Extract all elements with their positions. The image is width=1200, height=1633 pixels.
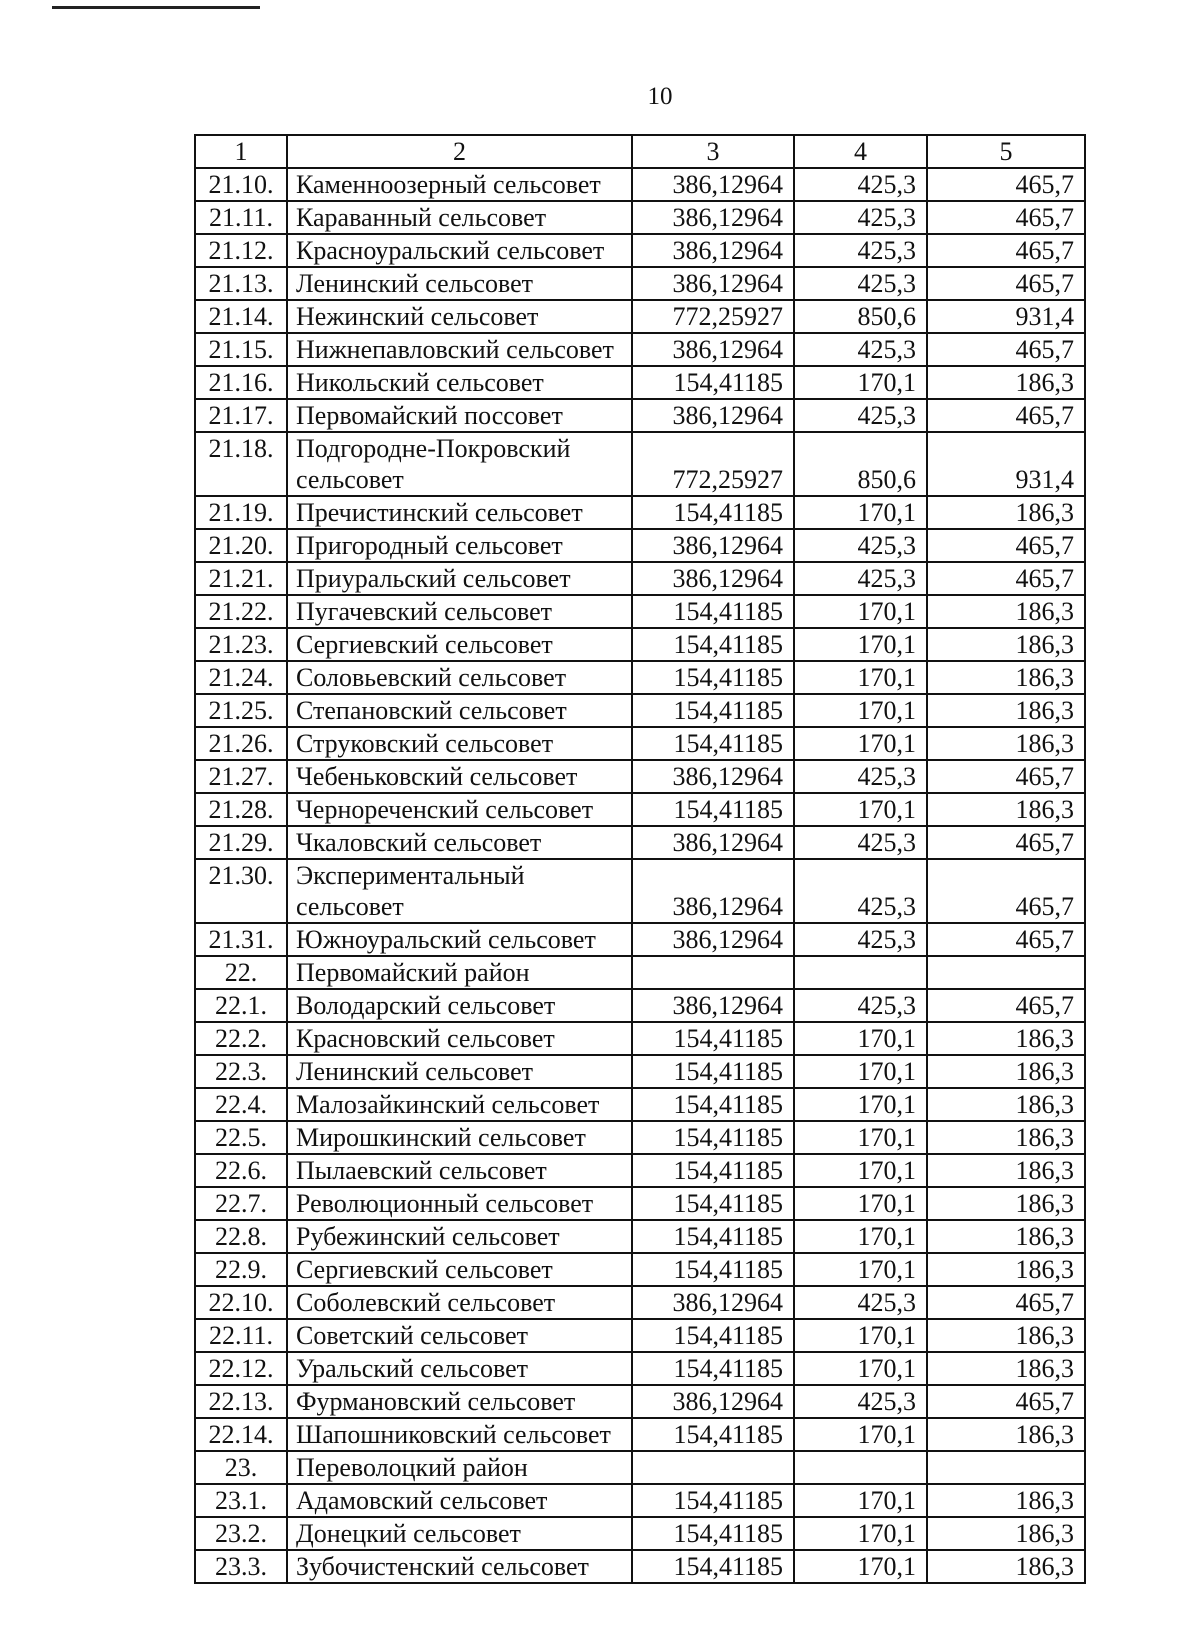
row-value-c3: 154,41185 [632,1187,794,1220]
row-number: 21.14. [195,300,287,333]
row-value-c4: 425,3 [794,399,927,432]
row-value-c4: 170,1 [794,1220,927,1253]
row-value-c3: 154,41185 [632,694,794,727]
row-value-c3 [632,956,794,989]
row-value-c3: 154,41185 [632,1550,794,1583]
row-value-c5: 186,3 [927,1220,1085,1253]
table-row [195,366,1085,399]
row-number: 21.29. [195,826,287,859]
row-value-c4: 170,1 [794,1418,927,1451]
data-table [194,134,1086,1584]
row-value-c4: 425,3 [794,923,927,956]
table-row [195,562,1085,595]
page-number: 10 [647,83,673,110]
row-value-c5: 186,3 [927,793,1085,826]
row-name: Советский сельсовет [287,1319,632,1352]
row-value-c4: 425,3 [794,234,927,267]
row-name: Чернореченский сельсовет [287,793,632,826]
row-value-c3: 154,41185 [632,1121,794,1154]
table-row [195,989,1085,1022]
row-name: Мирошкинский сельсовет [287,1121,632,1154]
row-name: Фурмановский сельсовет [287,1385,632,1418]
row-name: Струковский сельсовет [287,727,632,760]
row-value-c4: 170,1 [794,793,927,826]
row-value-c3: 386,12964 [632,923,794,956]
row-value-c3: 386,12964 [632,168,794,201]
row-value-c4: 425,3 [794,826,927,859]
row-number: 21.12. [195,234,287,267]
row-value-c3: 154,41185 [632,1484,794,1517]
row-value-c3: 154,41185 [632,1352,794,1385]
row-name: Южноуральский сельсовет [287,923,632,956]
row-name: Степановский сельсовет [287,694,632,727]
row-value-c5: 186,3 [927,1022,1085,1055]
row-name: Красновский сельсовет [287,1022,632,1055]
row-value-c3: 386,12964 [632,1286,794,1319]
row-value-c4 [794,1451,927,1484]
row-name: Сергиевский сельсовет [287,1253,632,1286]
table-row [195,300,1085,333]
table-row [195,1286,1085,1319]
table-row [195,760,1085,793]
row-name: Соболевский сельсовет [287,1286,632,1319]
row-name: Сергиевский сельсовет [287,628,632,661]
row-name: Каменноозерный сельсовет [287,168,632,201]
row-number: 22.4. [195,1088,287,1121]
row-value-c5: 465,7 [927,234,1085,267]
row-value-c3: 154,41185 [632,496,794,529]
row-value-c3: 154,41185 [632,793,794,826]
row-value-c4: 170,1 [794,694,927,727]
row-value-c3: 386,12964 [632,234,794,267]
row-value-c4: 170,1 [794,727,927,760]
row-value-c5 [927,956,1085,989]
row-number: 21.31. [195,923,287,956]
row-name: Первомайский поссовет [287,399,632,432]
row-number: 22.9. [195,1253,287,1286]
row-value-c4: 170,1 [794,1022,927,1055]
row-name: Революционный сельсовет [287,1187,632,1220]
row-value-c5: 186,3 [927,1187,1085,1220]
row-value-c4: 170,1 [794,1121,927,1154]
row-value-c3: 386,12964 [632,333,794,366]
row-number: 21.15. [195,333,287,366]
row-number: 21.19. [195,496,287,529]
row-number: 23. [195,1451,287,1484]
row-number: 21.11. [195,201,287,234]
row-name: Первомайский район [287,956,632,989]
table-row [195,1517,1085,1550]
row-value-c5: 465,7 [927,333,1085,366]
row-value-c3: 386,12964 [632,1385,794,1418]
row-value-c3: 386,12964 [632,859,794,923]
row-name: Зубочистенский сельсовет [287,1550,632,1583]
table-row [195,1187,1085,1220]
row-name: Караванный сельсовет [287,201,632,234]
table-row [195,1550,1085,1583]
row-value-c5: 186,3 [927,1484,1085,1517]
row-value-c5: 186,3 [927,1154,1085,1187]
row-number: 22.7. [195,1187,287,1220]
row-value-c5: 186,3 [927,496,1085,529]
row-number: 22.8. [195,1220,287,1253]
row-value-c3: 386,12964 [632,399,794,432]
header-cell: 5 [927,135,1085,168]
row-value-c3: 154,41185 [632,1055,794,1088]
row-value-c5: 186,3 [927,1418,1085,1451]
row-value-c4: 170,1 [794,628,927,661]
row-number: 23.3. [195,1550,287,1583]
row-value-c5: 465,7 [927,201,1085,234]
row-value-c5: 186,3 [927,1517,1085,1550]
row-number: 22.6. [195,1154,287,1187]
row-value-c4: 170,1 [794,1517,927,1550]
row-name: Переволоцкий район [287,1451,632,1484]
row-value-c3: 154,41185 [632,1517,794,1550]
row-number: 21.13. [195,267,287,300]
row-value-c5: 465,7 [927,1286,1085,1319]
row-value-c3: 386,12964 [632,201,794,234]
row-value-c4: 425,3 [794,529,927,562]
row-name: Рубежинский сельсовет [287,1220,632,1253]
row-value-c4: 425,3 [794,267,927,300]
table-body [195,135,1085,1583]
row-value-c5: 186,3 [927,661,1085,694]
row-value-c3: 154,41185 [632,1418,794,1451]
row-value-c5: 465,7 [927,168,1085,201]
row-number: 21.16. [195,366,287,399]
row-number: 21.26. [195,727,287,760]
row-number: 22.10. [195,1286,287,1319]
table-row [195,333,1085,366]
row-number: 21.27. [195,760,287,793]
row-number: 21.28. [195,793,287,826]
row-value-c4: 170,1 [794,1352,927,1385]
row-value-c4: 170,1 [794,1484,927,1517]
table-row [195,1451,1085,1484]
row-value-c4: 170,1 [794,1154,927,1187]
row-number: 21.20. [195,529,287,562]
row-value-c5: 465,7 [927,826,1085,859]
row-number: 21.17. [195,399,287,432]
table-row [195,826,1085,859]
table-row [195,1385,1085,1418]
row-name: Адамовский сельсовет [287,1484,632,1517]
row-number: 21.22. [195,595,287,628]
row-value-c4: 425,3 [794,1385,927,1418]
row-number: 22.11. [195,1319,287,1352]
row-value-c4: 170,1 [794,1055,927,1088]
table-row [195,1220,1085,1253]
row-value-c5: 465,7 [927,1385,1085,1418]
row-value-c4 [794,956,927,989]
row-value-c3: 154,41185 [632,1220,794,1253]
row-value-c5: 186,3 [927,595,1085,628]
row-number: 23.2. [195,1517,287,1550]
row-name: Малозайкинский сельсовет [287,1088,632,1121]
table-row [195,727,1085,760]
row-name: Пугачевский сельсовет [287,595,632,628]
row-name-line: сельсовет [296,465,404,494]
row-value-c4: 425,3 [794,201,927,234]
row-name [287,859,632,923]
row-value-c4: 170,1 [794,1550,927,1583]
row-value-c3: 386,12964 [632,562,794,595]
table-row [195,234,1085,267]
table-row [195,1088,1085,1121]
table-row [195,1055,1085,1088]
table-row [195,661,1085,694]
row-value-c5: 465,7 [927,562,1085,595]
row-name: Нижнепавловский сельсовет [287,333,632,366]
row-value-c4: 170,1 [794,496,927,529]
table-row [195,267,1085,300]
row-number: 22.14. [195,1418,287,1451]
row-number: 21.30. [195,859,287,923]
row-value-c3: 386,12964 [632,529,794,562]
row-number: 21.24. [195,661,287,694]
row-name: Пригородный сельсовет [287,529,632,562]
table-row [195,628,1085,661]
table-row [195,1121,1085,1154]
row-name: Красноуральский сельсовет [287,234,632,267]
header-cell: 4 [794,135,927,168]
row-name: Володарский сельсовет [287,989,632,1022]
row-value-c5: 186,3 [927,1352,1085,1385]
header-cell: 2 [287,135,632,168]
table-row [195,432,1085,496]
row-value-c4: 850,6 [794,300,927,333]
row-value-c5: 186,3 [927,628,1085,661]
row-value-c3: 386,12964 [632,760,794,793]
row-value-c4: 425,3 [794,168,927,201]
row-number: 21.18. [195,432,287,496]
row-value-c5: 186,3 [927,1550,1085,1583]
row-name: Ленинский сельсовет [287,1055,632,1088]
table-row [195,496,1085,529]
row-value-c4: 170,1 [794,661,927,694]
table-row [195,1022,1085,1055]
row-value-c4: 425,3 [794,333,927,366]
row-name: Пречистинский сельсовет [287,496,632,529]
row-value-c4: 170,1 [794,1253,927,1286]
row-value-c4: 425,3 [794,989,927,1022]
row-value-c5: 186,3 [927,1121,1085,1154]
row-value-c4: 425,3 [794,562,927,595]
row-value-c3: 154,41185 [632,595,794,628]
row-name: Шапошниковский сельсовет [287,1418,632,1451]
row-value-c3 [632,1451,794,1484]
table-row [195,201,1085,234]
row-value-c5: 186,3 [927,1319,1085,1352]
row-name: Чебеньковский сельсовет [287,760,632,793]
header-cell: 3 [632,135,794,168]
row-value-c5: 186,3 [927,1253,1085,1286]
row-value-c5: 465,7 [927,859,1085,923]
row-value-c5: 186,3 [927,366,1085,399]
row-value-c3: 154,41185 [632,727,794,760]
row-number: 22.2. [195,1022,287,1055]
row-value-c4: 170,1 [794,366,927,399]
row-value-c5: 465,7 [927,399,1085,432]
row-value-c5: 931,4 [927,432,1085,496]
row-value-c3: 154,41185 [632,1088,794,1121]
table-row [195,529,1085,562]
row-value-c4: 850,6 [794,432,927,496]
row-value-c3: 772,25927 [632,432,794,496]
table-row [195,859,1085,923]
row-value-c3: 386,12964 [632,826,794,859]
row-name: Нежинский сельсовет [287,300,632,333]
row-value-c4: 170,1 [794,595,927,628]
row-value-c5: 465,7 [927,267,1085,300]
row-number: 22.1. [195,989,287,1022]
row-value-c3: 154,41185 [632,661,794,694]
row-name: Донецкий сельсовет [287,1517,632,1550]
row-number: 21.10. [195,168,287,201]
row-number: 22.3. [195,1055,287,1088]
row-name: Соловьевский сельсовет [287,661,632,694]
row-value-c3: 154,41185 [632,628,794,661]
row-name [287,432,632,496]
row-number: 22.12. [195,1352,287,1385]
table-header-row [195,135,1085,168]
row-value-c3: 772,25927 [632,300,794,333]
row-number: 22. [195,956,287,989]
table-row [195,1484,1085,1517]
row-value-c3: 154,41185 [632,1154,794,1187]
row-number: 23.1. [195,1484,287,1517]
row-value-c3: 154,41185 [632,1022,794,1055]
table-row [195,168,1085,201]
row-value-c4: 425,3 [794,859,927,923]
row-name: Чкаловский сельсовет [287,826,632,859]
row-name-line: Подгородне-Покровский [296,434,571,463]
row-name: Ленинский сельсовет [287,267,632,300]
row-name: Пылаевский сельсовет [287,1154,632,1187]
row-value-c3: 154,41185 [632,366,794,399]
row-value-c4: 425,3 [794,1286,927,1319]
top-rule [52,6,260,9]
table-row [195,399,1085,432]
table-row [195,1352,1085,1385]
row-name: Уральский сельсовет [287,1352,632,1385]
row-value-c5: 186,3 [927,694,1085,727]
row-value-c3: 386,12964 [632,989,794,1022]
row-value-c3: 154,41185 [632,1319,794,1352]
table-row [195,1319,1085,1352]
row-value-c3: 386,12964 [632,267,794,300]
header-cell: 1 [195,135,287,168]
row-value-c5: 465,7 [927,760,1085,793]
table-row [195,956,1085,989]
row-value-c4: 170,1 [794,1187,927,1220]
row-value-c4: 170,1 [794,1319,927,1352]
row-name: Приуральский сельсовет [287,562,632,595]
row-value-c5: 465,7 [927,989,1085,1022]
table-row [195,923,1085,956]
row-number: 21.25. [195,694,287,727]
row-value-c5: 186,3 [927,1055,1085,1088]
row-value-c5: 186,3 [927,727,1085,760]
table-row [195,1418,1085,1451]
row-number: 22.5. [195,1121,287,1154]
row-number: 21.21. [195,562,287,595]
row-number: 22.13. [195,1385,287,1418]
row-name-line: Экспериментальный [296,861,525,890]
row-value-c5 [927,1451,1085,1484]
table-row [195,595,1085,628]
table-row [195,1253,1085,1286]
row-value-c5: 186,3 [927,1088,1085,1121]
row-number: 21.23. [195,628,287,661]
row-name: Никольский сельсовет [287,366,632,399]
table-row [195,793,1085,826]
row-value-c5: 465,7 [927,529,1085,562]
row-value-c5: 465,7 [927,923,1085,956]
row-name-line: сельсовет [296,892,404,921]
row-value-c4: 170,1 [794,1088,927,1121]
table-row [195,1154,1085,1187]
row-value-c4: 425,3 [794,760,927,793]
row-value-c5: 931,4 [927,300,1085,333]
row-value-c3: 154,41185 [632,1253,794,1286]
table-row [195,694,1085,727]
